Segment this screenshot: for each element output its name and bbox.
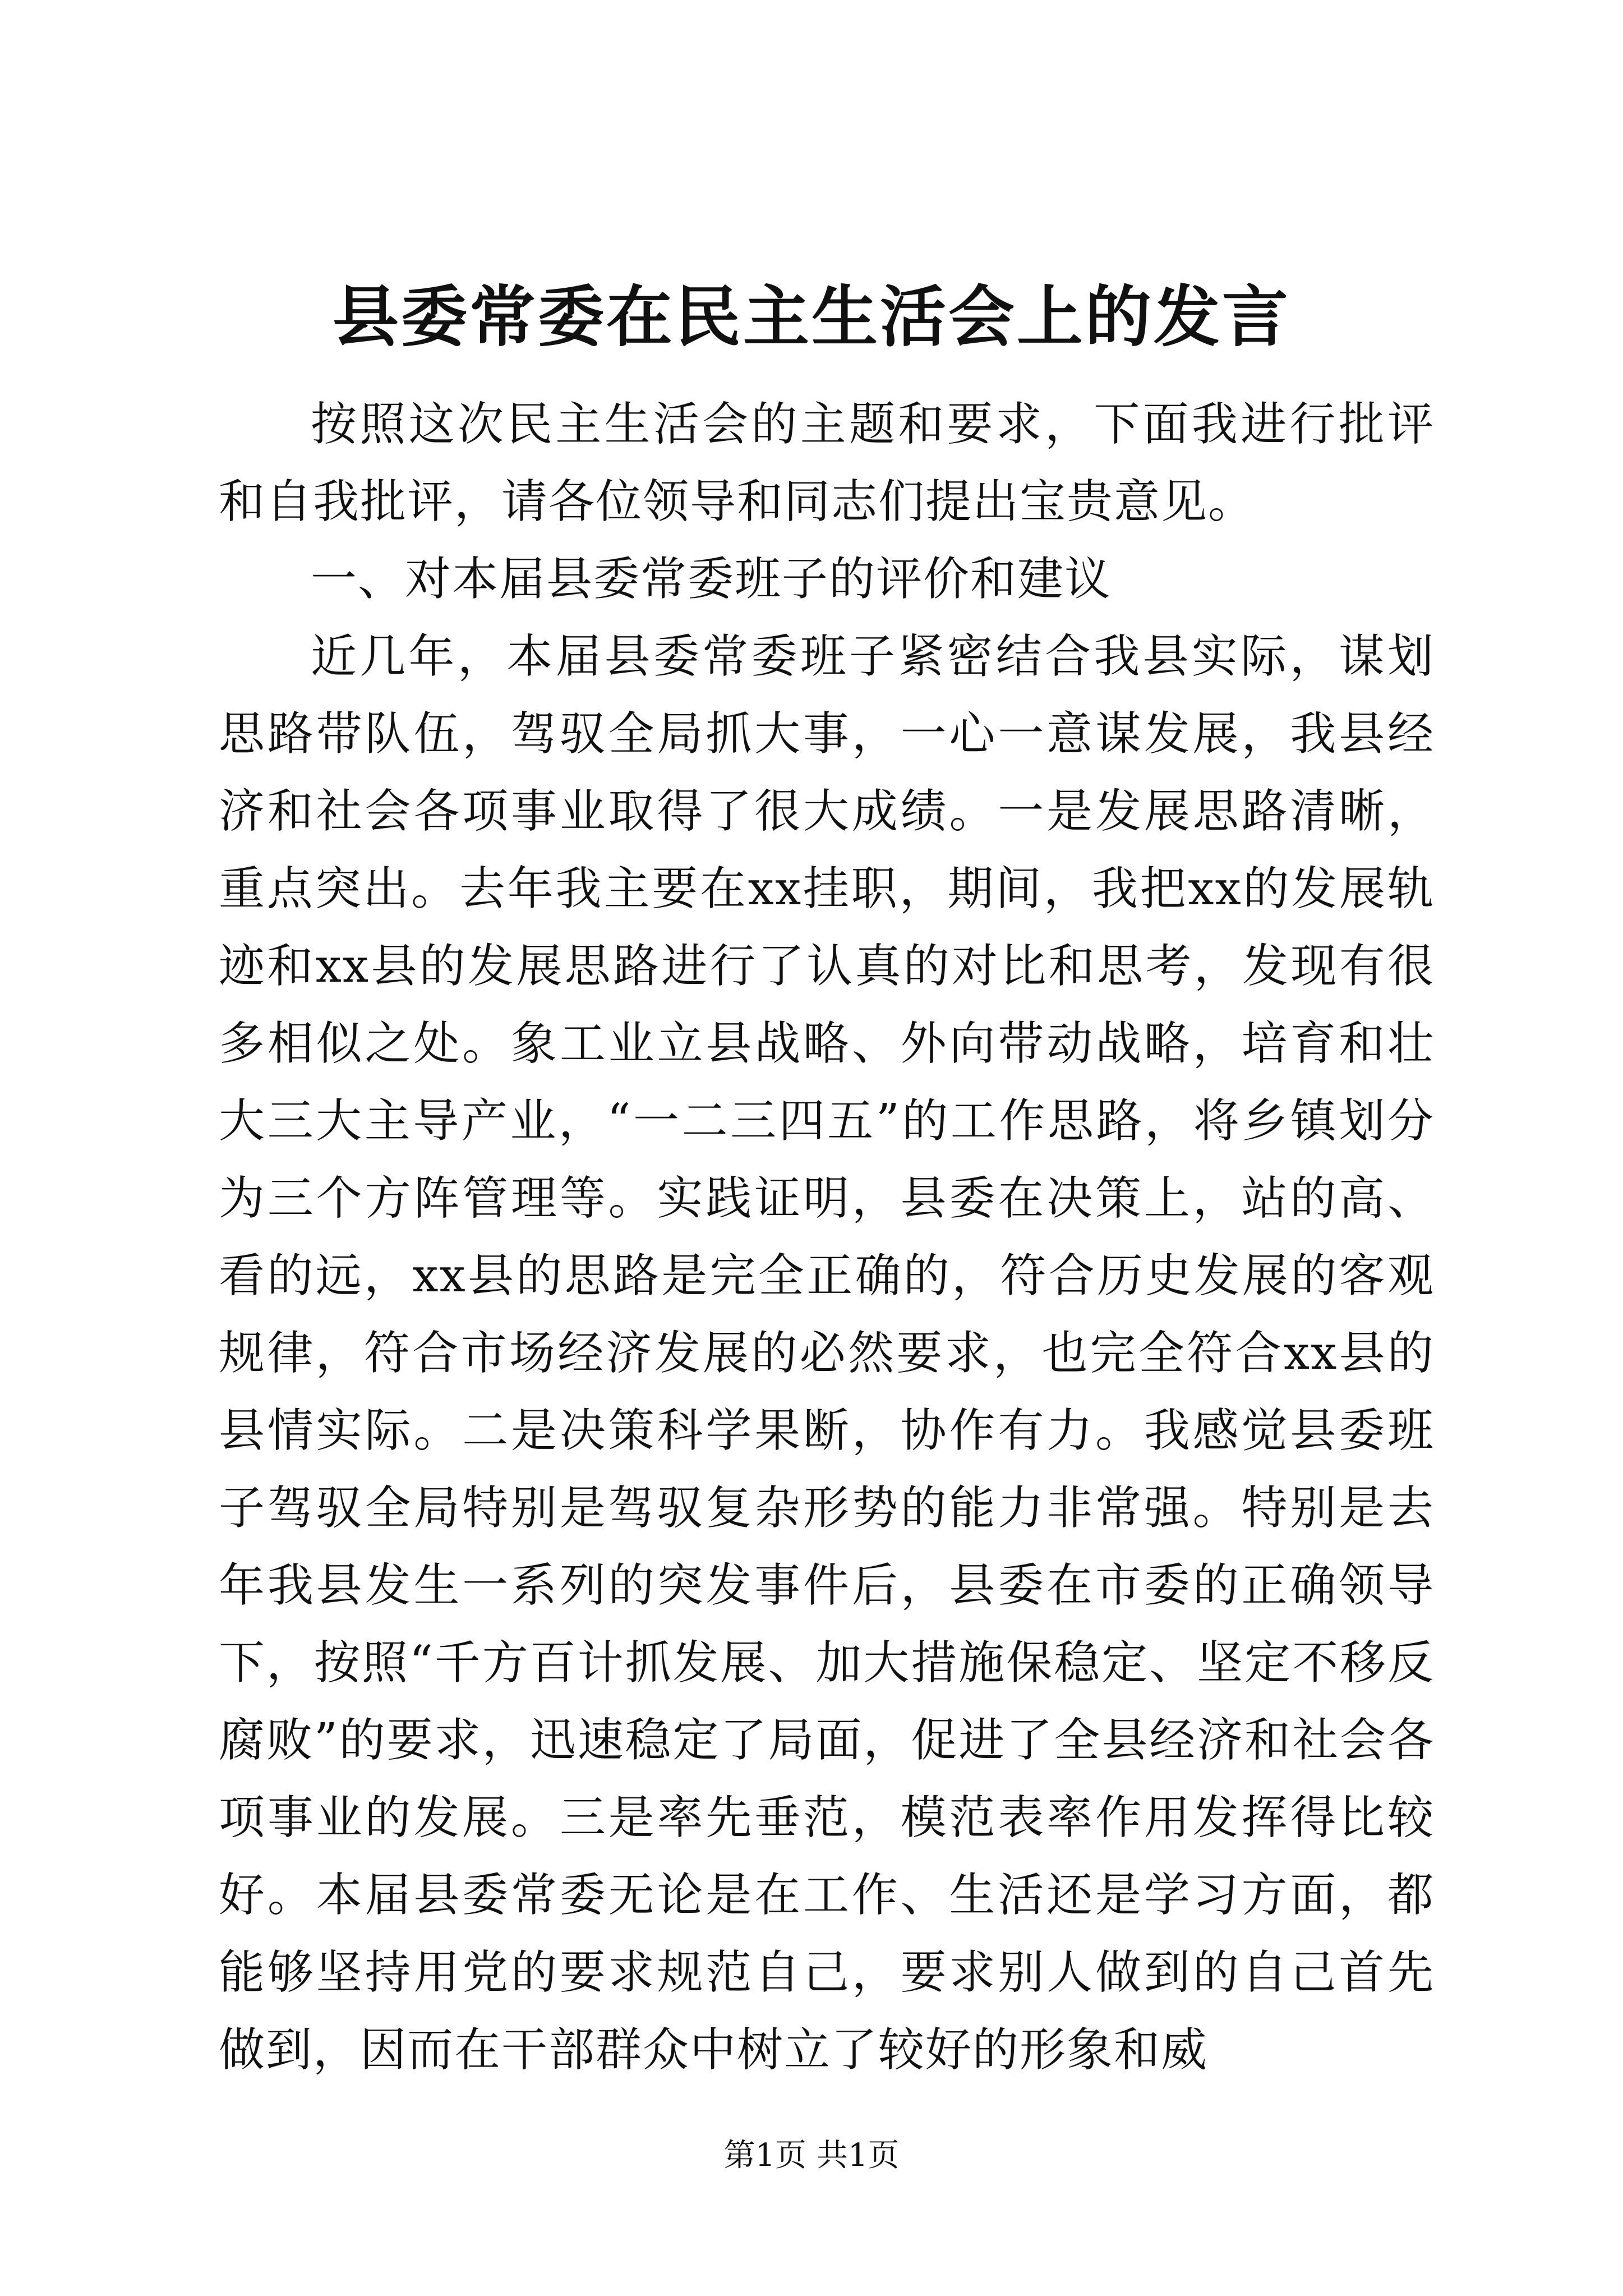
page-footer: 第1页 共1页: [723, 2137, 900, 2174]
section-heading: 一、对本届县委常委班子的评价和建议: [311, 553, 1112, 606]
paragraph-evaluation: 近几年，本届县委常委班子紧密结合我县实际，谋划思路带队伍，驾驭全局抓大事，一心一意谋发展，我县经济和社会各项事业取得了很大成绩。一是发展思路清晰，重点突出。去年我主要在xx挂职，期间，我把xx的发展轨迹和xx县的发展思路进行了认真的对比和思考，发现有很多相似之处。象工业立县战略、外向带动战略，培育和壮大三大主导产业，“一二三四五”的工作思路，将乡镇划分为三个方阵管理等。实践证明，县委在决策上，站的高、看的远，xx县的思路是完全正确的，符合历史发展的客观规律，符合市场经济发展的必然要求，也完全符合xx县的县情实际。二是决策科学果断，协作有力。我感觉县委班子驾驭全局特别是驾驭复杂形势的能力非常强。特别是去年我县发生一系列的突发事件后，县委在市委的正确领导下，按照“千方百计抓发展、加大措施保稳定、坚定不移反腐败”的要求，迅速稳定了局面，促进了全县经济和社会各项事业的发展。三是率先垂范，模范表率作用发挥得比较好。本届县委常委无论是在工作、生活还是学习方面，都能够坚持用党的要求规范自己，要求别人做到的自己首先做到，因而在干部群众中树立了较好的形象和威: [219, 630, 1435, 2077]
document-title: 县委常委在民主生活会上的发言: [332, 278, 1290, 356]
document-body: [219, 386, 1435, 2089]
paragraph-intro: 按照这次民主生活会的主题和要求，下面我进行批评和自我批评，请各位领导和同志们提出宝贵意见。: [219, 398, 1435, 528]
